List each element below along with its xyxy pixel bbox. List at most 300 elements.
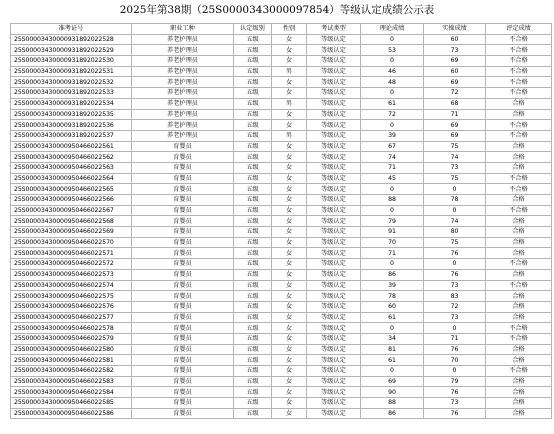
theory-score-cell: 0	[361, 34, 424, 45]
occupation-cell: 育婴员	[132, 387, 234, 398]
exam-id-cell: 25S00003430000950466022586	[11, 408, 132, 419]
gender-cell: 男	[272, 66, 307, 77]
exam-type-cell: 等级认定	[307, 376, 361, 387]
theory-score-cell: 0	[361, 88, 424, 99]
practical-score-cell: 71	[424, 109, 486, 120]
result-cell: 不合格	[486, 56, 552, 67]
exam-type-cell: 等级认定	[307, 333, 361, 344]
exam-id-cell: 25S00003430000950466022575	[11, 291, 132, 302]
level-cell: 五级	[234, 366, 272, 377]
level-cell: 五级	[234, 195, 272, 206]
theory-score-cell: 0	[361, 323, 424, 334]
gender-cell: 女	[272, 387, 307, 398]
practical-score-cell: 0	[424, 323, 486, 334]
theory-score-cell: 34	[361, 333, 424, 344]
result-cell: 合格	[486, 376, 552, 387]
table-row	[11, 205, 552, 216]
practical-score-cell: 68	[424, 98, 486, 109]
occupation-cell: 育婴员	[132, 216, 234, 227]
exam-id-cell: 25S00003430000950466022583	[11, 376, 132, 387]
result-cell: 不合格	[486, 77, 552, 88]
exam-type-cell: 等级认定	[307, 56, 361, 67]
gender-cell: 女	[272, 259, 307, 270]
result-cell: 不合格	[486, 205, 552, 216]
exam-id-cell: 25S00003430000931892022529	[11, 45, 132, 56]
table-header-row	[11, 24, 552, 35]
exam-id-cell: 25S00003430000931892022534	[11, 98, 132, 109]
exam-id-cell: 25S00003430000950466022584	[11, 387, 132, 398]
level-cell: 五级	[234, 184, 272, 195]
practical-score-cell: 0	[424, 184, 486, 195]
exam-id-cell: 25S00003430000950466022579	[11, 333, 132, 344]
exam-type-cell: 等级认定	[307, 173, 361, 184]
table-row	[11, 323, 552, 334]
table-row	[11, 195, 552, 206]
gender-cell: 女	[272, 248, 307, 259]
level-cell: 五级	[234, 56, 272, 67]
table-row	[11, 216, 552, 227]
level-cell: 五级	[234, 312, 272, 323]
table-row	[11, 398, 552, 409]
practical-score-cell: 76	[424, 408, 486, 419]
exam-type-cell: 等级认定	[307, 216, 361, 227]
occupation-cell: 养老护理员	[132, 34, 234, 45]
table-row	[11, 66, 552, 77]
result-cell: 不合格	[486, 173, 552, 184]
practical-score-cell: 73	[424, 45, 486, 56]
result-cell: 不合格	[486, 323, 552, 334]
occupation-cell: 养老护理员	[132, 56, 234, 67]
table-row	[11, 269, 552, 280]
practical-score-cell: 73	[424, 162, 486, 173]
exam-type-cell: 等级认定	[307, 366, 361, 377]
table-row	[11, 301, 552, 312]
theory-score-cell: 61	[361, 355, 424, 366]
theory-score-cell: 81	[361, 344, 424, 355]
exam-type-cell: 等级认定	[307, 98, 361, 109]
level-cell: 五级	[234, 141, 272, 152]
theory-score-cell: 74	[361, 152, 424, 163]
exam-id-cell: 25S00003430000950466022580	[11, 344, 132, 355]
level-cell: 五级	[234, 280, 272, 291]
level-cell: 五级	[234, 162, 272, 173]
gender-cell: 女	[272, 269, 307, 280]
practical-score-cell: 69	[424, 120, 486, 131]
result-cell: 不合格	[486, 130, 552, 141]
result-cell: 合格	[486, 227, 552, 238]
exam-type-cell: 等级认定	[307, 152, 361, 163]
occupation-cell: 养老护理员	[132, 66, 234, 77]
exam-type-cell: 等级认定	[307, 387, 361, 398]
column-header-result: 评定成绩	[486, 24, 552, 35]
level-cell: 五级	[234, 259, 272, 270]
occupation-cell: 育婴员	[132, 280, 234, 291]
practical-score-cell: 75	[424, 173, 486, 184]
gender-cell: 女	[272, 398, 307, 409]
table-row	[11, 280, 552, 291]
result-cell: 不合格	[486, 333, 552, 344]
theory-score-cell: 0	[361, 120, 424, 131]
exam-type-cell: 等级认定	[307, 280, 361, 291]
gender-cell: 女	[272, 184, 307, 195]
practical-score-cell: 76	[424, 344, 486, 355]
result-cell: 合格	[486, 344, 552, 355]
table-row	[11, 291, 552, 302]
exam-id-cell: 25S00003430000950466022566	[11, 195, 132, 206]
occupation-cell: 育婴员	[132, 162, 234, 173]
level-cell: 五级	[234, 88, 272, 99]
practical-score-cell: 73	[424, 280, 486, 291]
exam-type-cell: 等级认定	[307, 109, 361, 120]
occupation-cell: 养老护理员	[132, 109, 234, 120]
level-cell: 五级	[234, 376, 272, 387]
exam-type-cell: 等级认定	[307, 34, 361, 45]
result-cell: 不合格	[486, 259, 552, 270]
theory-score-cell: 67	[361, 141, 424, 152]
level-cell: 五级	[234, 408, 272, 419]
theory-score-cell: 39	[361, 130, 424, 141]
theory-score-cell: 79	[361, 216, 424, 227]
table-row	[11, 34, 552, 45]
gender-cell: 女	[272, 216, 307, 227]
level-cell: 五级	[234, 355, 272, 366]
practical-score-cell: 72	[424, 88, 486, 99]
occupation-cell: 养老护理员	[132, 120, 234, 131]
theory-score-cell: 72	[361, 109, 424, 120]
occupation-cell: 育婴员	[132, 301, 234, 312]
level-cell: 五级	[234, 173, 272, 184]
theory-score-cell: 48	[361, 77, 424, 88]
gender-cell: 女	[272, 323, 307, 334]
result-cell: 不合格	[486, 34, 552, 45]
theory-score-cell: 88	[361, 398, 424, 409]
result-cell: 合格	[486, 109, 552, 120]
theory-score-cell: 0	[361, 366, 424, 377]
occupation-cell: 养老护理员	[132, 77, 234, 88]
result-cell: 合格	[486, 301, 552, 312]
occupation-cell: 育婴员	[132, 376, 234, 387]
table-row	[11, 130, 552, 141]
theory-score-cell: 88	[361, 195, 424, 206]
exam-id-cell: 25S00003430000950466022585	[11, 398, 132, 409]
occupation-cell: 育婴员	[132, 184, 234, 195]
gender-cell: 女	[272, 88, 307, 99]
exam-id-cell: 25S00003430000950466022577	[11, 312, 132, 323]
column-header-practical-score: 实操成绩	[424, 24, 486, 35]
gender-cell: 女	[272, 205, 307, 216]
theory-score-cell: 71	[361, 162, 424, 173]
exam-type-cell: 等级认定	[307, 323, 361, 334]
practical-score-cell: 71	[424, 333, 486, 344]
occupation-cell: 育婴员	[132, 344, 234, 355]
result-cell: 不合格	[486, 366, 552, 377]
exam-id-cell: 25S00003430000931892022530	[11, 56, 132, 67]
occupation-cell: 育婴员	[132, 173, 234, 184]
theory-score-cell: 39	[361, 280, 424, 291]
gender-cell: 女	[272, 56, 307, 67]
practical-score-cell: 76	[424, 248, 486, 259]
result-cell: 不合格	[486, 120, 552, 131]
exam-type-cell: 等级认定	[307, 408, 361, 419]
exam-id-cell: 25S00003430000950466022564	[11, 173, 132, 184]
gender-cell: 女	[272, 173, 307, 184]
gender-cell: 女	[272, 141, 307, 152]
level-cell: 五级	[234, 205, 272, 216]
table-row	[11, 408, 552, 419]
occupation-cell: 育婴员	[132, 291, 234, 302]
column-header-level: 认定级别	[234, 24, 272, 35]
exam-type-cell: 等级认定	[307, 259, 361, 270]
theory-score-cell: 46	[361, 66, 424, 77]
exam-type-cell: 等级认定	[307, 227, 361, 238]
table-row	[11, 77, 552, 88]
level-cell: 五级	[234, 248, 272, 259]
exam-id-cell: 25S00003430000950466022574	[11, 280, 132, 291]
level-cell: 五级	[234, 109, 272, 120]
result-cell: 合格	[486, 248, 552, 259]
result-cell: 不合格	[486, 45, 552, 56]
exam-id-cell: 25S00003430000931892022537	[11, 130, 132, 141]
occupation-cell: 育婴员	[132, 152, 234, 163]
theory-score-cell: 70	[361, 237, 424, 248]
level-cell: 五级	[234, 77, 272, 88]
exam-type-cell: 等级认定	[307, 45, 361, 56]
result-cell: 合格	[486, 269, 552, 280]
level-cell: 五级	[234, 323, 272, 334]
table-row	[11, 120, 552, 131]
page-title: 2025年第38期（25S0000343000097854）等级认定成绩公示表	[119, 4, 435, 16]
table-row	[11, 152, 552, 163]
result-cell: 合格	[486, 216, 552, 227]
level-cell: 五级	[234, 291, 272, 302]
theory-score-cell: 45	[361, 173, 424, 184]
gender-cell: 女	[272, 291, 307, 302]
level-cell: 五级	[234, 98, 272, 109]
table-row	[11, 109, 552, 120]
level-cell: 五级	[234, 66, 272, 77]
gender-cell: 女	[272, 45, 307, 56]
exam-id-cell: 25S0000343000093189202252​8	[11, 34, 132, 45]
exam-id-cell: 25S00003430000950466022573	[11, 269, 132, 280]
exam-id-cell: 25S00003430000931892022533	[11, 88, 132, 99]
occupation-cell: 养老护理员	[132, 88, 234, 99]
table-row	[11, 259, 552, 270]
occupation-cell: 育婴员	[132, 205, 234, 216]
results-table	[10, 23, 552, 419]
exam-id-cell: 25S00003430000950466022581	[11, 355, 132, 366]
theory-score-cell: 0	[361, 184, 424, 195]
gender-cell: 女	[272, 162, 307, 173]
theory-score-cell: 60	[361, 301, 424, 312]
gender-cell: 女	[272, 77, 307, 88]
column-header-gender: 性别	[272, 24, 307, 35]
theory-score-cell: 71	[361, 248, 424, 259]
result-cell: 不合格	[486, 88, 552, 99]
exam-id-cell: 25S00003430000950466022568	[11, 216, 132, 227]
gender-cell: 男	[272, 98, 307, 109]
gender-cell: 女	[272, 195, 307, 206]
practical-score-cell: 69	[424, 77, 486, 88]
practical-score-cell: 69	[424, 130, 486, 141]
theory-score-cell: 61	[361, 312, 424, 323]
table-row	[11, 376, 552, 387]
exam-id-cell: 25S00003430000950466022567	[11, 205, 132, 216]
result-cell: 合格	[486, 312, 552, 323]
table-row	[11, 344, 552, 355]
occupation-cell: 育婴员	[132, 312, 234, 323]
table-row	[11, 56, 552, 67]
practical-score-cell: 0	[424, 259, 486, 270]
exam-id-cell: 25S00003430000950466022571	[11, 248, 132, 259]
practical-score-cell: 75	[424, 237, 486, 248]
table-row	[11, 227, 552, 238]
exam-type-cell: 等级认定	[307, 355, 361, 366]
practical-score-cell: 76	[424, 269, 486, 280]
occupation-cell: 育婴员	[132, 259, 234, 270]
level-cell: 五级	[234, 237, 272, 248]
table-row	[11, 173, 552, 184]
exam-type-cell: 等级认定	[307, 88, 361, 99]
occupation-cell: 育婴员	[132, 195, 234, 206]
level-cell: 五级	[234, 301, 272, 312]
table-row	[11, 98, 552, 109]
result-cell: 合格	[486, 387, 552, 398]
level-cell: 五级	[234, 34, 272, 45]
column-header-exam-id: 准考证号	[11, 24, 132, 35]
gender-cell: 女	[272, 237, 307, 248]
level-cell: 五级	[234, 333, 272, 344]
occupation-cell: 育婴员	[132, 269, 234, 280]
exam-type-cell: 等级认定	[307, 162, 361, 173]
result-cell: 合格	[486, 355, 552, 366]
result-cell: 合格	[486, 291, 552, 302]
table-row	[11, 312, 552, 323]
result-cell: 合格	[486, 195, 552, 206]
gender-cell: 女	[272, 312, 307, 323]
table-row	[11, 88, 552, 99]
result-cell: 合格	[486, 237, 552, 248]
occupation-cell: 育婴员	[132, 248, 234, 259]
exam-type-cell: 等级认定	[307, 269, 361, 280]
gender-cell: 女	[272, 280, 307, 291]
occupation-cell: 育婴员	[132, 366, 234, 377]
occupation-cell: 育婴员	[132, 398, 234, 409]
result-cell: 合格	[486, 408, 552, 419]
exam-type-cell: 等级认定	[307, 344, 361, 355]
practical-score-cell: 0	[424, 205, 486, 216]
practical-score-cell: 74	[424, 152, 486, 163]
level-cell: 五级	[234, 398, 272, 409]
occupation-cell: 育婴员	[132, 227, 234, 238]
gender-cell: 女	[272, 333, 307, 344]
theory-score-cell: 78	[361, 291, 424, 302]
gender-cell: 女	[272, 376, 307, 387]
table-row	[11, 333, 552, 344]
result-cell: 不合格	[486, 280, 552, 291]
exam-type-cell: 等级认定	[307, 130, 361, 141]
theory-score-cell: 0	[361, 259, 424, 270]
exam-type-cell: 等级认定	[307, 205, 361, 216]
practical-score-cell: 0	[424, 366, 486, 377]
exam-id-cell: 25S00003430000950466022569	[11, 227, 132, 238]
result-cell: 合格	[486, 398, 552, 409]
table-body	[11, 34, 552, 419]
gender-cell: 女	[272, 355, 307, 366]
gender-cell: 女	[272, 109, 307, 120]
exam-type-cell: 等级认定	[307, 312, 361, 323]
exam-id-cell: 25S00003430000931892022532	[11, 77, 132, 88]
table-row	[11, 162, 552, 173]
exam-id-cell: 25S00003430000950466022572	[11, 259, 132, 270]
exam-type-cell: 等级认定	[307, 141, 361, 152]
practical-score-cell: 72	[424, 301, 486, 312]
gender-cell: 女	[272, 408, 307, 419]
level-cell: 五级	[234, 130, 272, 141]
gender-cell: 女	[272, 152, 307, 163]
occupation-cell: 养老护理员	[132, 130, 234, 141]
theory-score-cell: 86	[361, 269, 424, 280]
exam-type-cell: 等级认定	[307, 248, 361, 259]
exam-type-cell: 等级认定	[307, 291, 361, 302]
result-cell: 合格	[486, 141, 552, 152]
practical-score-cell: 78	[424, 195, 486, 206]
occupation-cell: 育婴员	[132, 323, 234, 334]
gender-cell: 女	[272, 34, 307, 45]
exam-id-cell: 25S00003430000931892022536	[11, 120, 132, 131]
exam-id-cell: 25S00003430000950466022582	[11, 366, 132, 377]
column-header-occupation: 职业工种	[132, 24, 234, 35]
level-cell: 五级	[234, 152, 272, 163]
exam-type-cell: 等级认定	[307, 237, 361, 248]
occupation-cell: 育婴员	[132, 408, 234, 419]
exam-id-cell: 25S00003430000931892022535	[11, 109, 132, 120]
theory-score-cell: 69	[361, 376, 424, 387]
occupation-cell: 育婴员	[132, 333, 234, 344]
exam-id-cell: 25S00003430000950466022561	[11, 141, 132, 152]
exam-type-cell: 等级认定	[307, 195, 361, 206]
gender-cell: 男	[272, 130, 307, 141]
level-cell: 五级	[234, 45, 272, 56]
theory-score-cell: 0	[361, 205, 424, 216]
theory-score-cell: 90	[361, 387, 424, 398]
column-header-theory-score: 理论成绩	[361, 24, 424, 35]
table-row	[11, 237, 552, 248]
practical-score-cell: 73	[424, 312, 486, 323]
practical-score-cell: 76	[424, 387, 486, 398]
level-cell: 五级	[234, 216, 272, 227]
level-cell: 五级	[234, 387, 272, 398]
practical-score-cell: 70	[424, 355, 486, 366]
exam-id-cell: 25S00003430000931892022531	[11, 66, 132, 77]
table-row	[11, 366, 552, 377]
occupation-cell: 育婴员	[132, 237, 234, 248]
occupation-cell: 育婴员	[132, 355, 234, 366]
practical-score-cell: 80	[424, 227, 486, 238]
practical-score-cell: 79	[424, 376, 486, 387]
gender-cell: 女	[272, 301, 307, 312]
practical-score-cell: 83	[424, 291, 486, 302]
level-cell: 五级	[234, 227, 272, 238]
occupation-cell: 育婴员	[132, 141, 234, 152]
table-row	[11, 355, 552, 366]
exam-id-cell: 25S00003430000950466022565	[11, 184, 132, 195]
practical-score-cell: 75	[424, 141, 486, 152]
exam-type-cell: 等级认定	[307, 301, 361, 312]
theory-score-cell: 53	[361, 45, 424, 56]
result-cell: 不合格	[486, 184, 552, 195]
column-header-exam-type: 考试类型	[307, 24, 361, 35]
exam-type-cell: 等级认定	[307, 77, 361, 88]
